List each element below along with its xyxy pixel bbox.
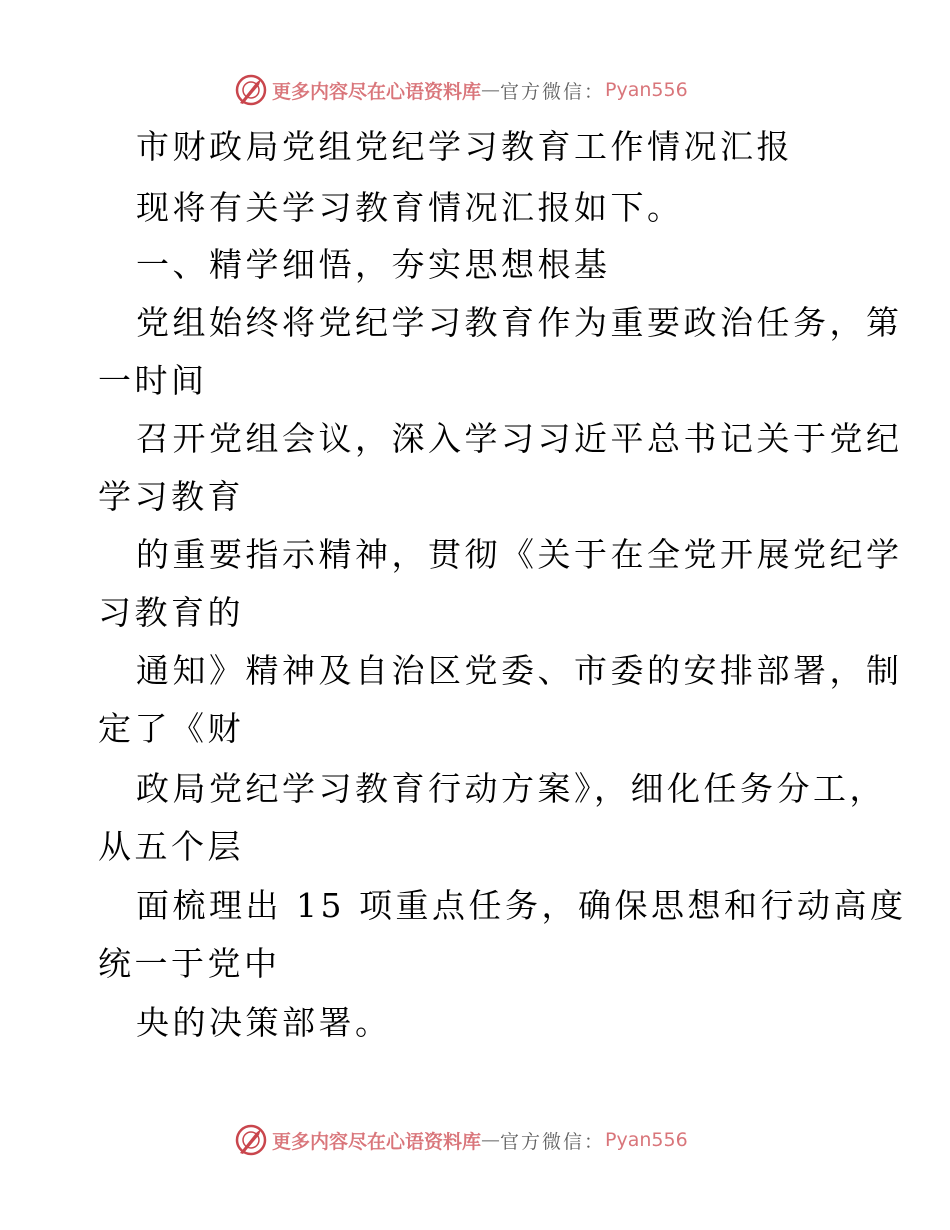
paragraph-line: 习教育的 bbox=[98, 593, 244, 632]
paragraph-line: 通知》精神及自治区党委、市委的安排部署，制 bbox=[136, 651, 903, 690]
pen-logo-icon bbox=[234, 73, 268, 107]
watermark-wechat-id: Pyan556 bbox=[605, 79, 688, 101]
paragraph-line: 定了《财 bbox=[98, 709, 244, 748]
watermark-official-label: 官方微信： bbox=[500, 80, 606, 103]
watermark-footer bbox=[234, 1122, 688, 1158]
document-title: 市财政局党组党纪学习教育工作情况汇报 bbox=[136, 127, 793, 166]
paragraph-line: 一时间 bbox=[98, 361, 208, 400]
pen-logo-icon bbox=[234, 1123, 268, 1157]
watermark-header bbox=[234, 72, 688, 108]
paragraph-line: 央的决策部署。 bbox=[136, 1003, 392, 1042]
paragraph-line: 召开党组会议，深入学习习近平总书记关于党纪 bbox=[136, 419, 903, 458]
section-heading: 一、精学细悟，夯实思想根基 bbox=[136, 245, 611, 284]
paragraph-line: 的重要指示精神，贯彻《关于在全党开展党纪学 bbox=[136, 535, 903, 574]
paragraph-line: 从五个层 bbox=[98, 827, 244, 866]
watermark-main-text: 更多内容尽在心语资料库 bbox=[272, 80, 482, 103]
paragraph-line: 党组始终将党纪学习教育作为重要政治任务，第 bbox=[136, 303, 903, 342]
paragraph-line: 政局党纪学习教育行动方案》，细化任务分工， bbox=[136, 769, 886, 808]
watermark-dash: — bbox=[481, 79, 501, 101]
watermark-wechat-id: Pyan556 bbox=[605, 1129, 688, 1151]
paragraph-line: 面梳理出 15 项重点任务，确保思想和行动高度 bbox=[136, 886, 907, 925]
paragraph-line: 统一于党中 bbox=[98, 944, 281, 983]
watermark-dash: — bbox=[481, 1129, 501, 1151]
watermark-official-label: 官方微信： bbox=[500, 1130, 606, 1153]
watermark-main-text: 更多内容尽在心语资料库 bbox=[272, 1130, 482, 1153]
intro-paragraph: 现将有关学习教育情况汇报如下。 bbox=[136, 188, 684, 227]
paragraph-line: 学习教育 bbox=[98, 477, 244, 516]
